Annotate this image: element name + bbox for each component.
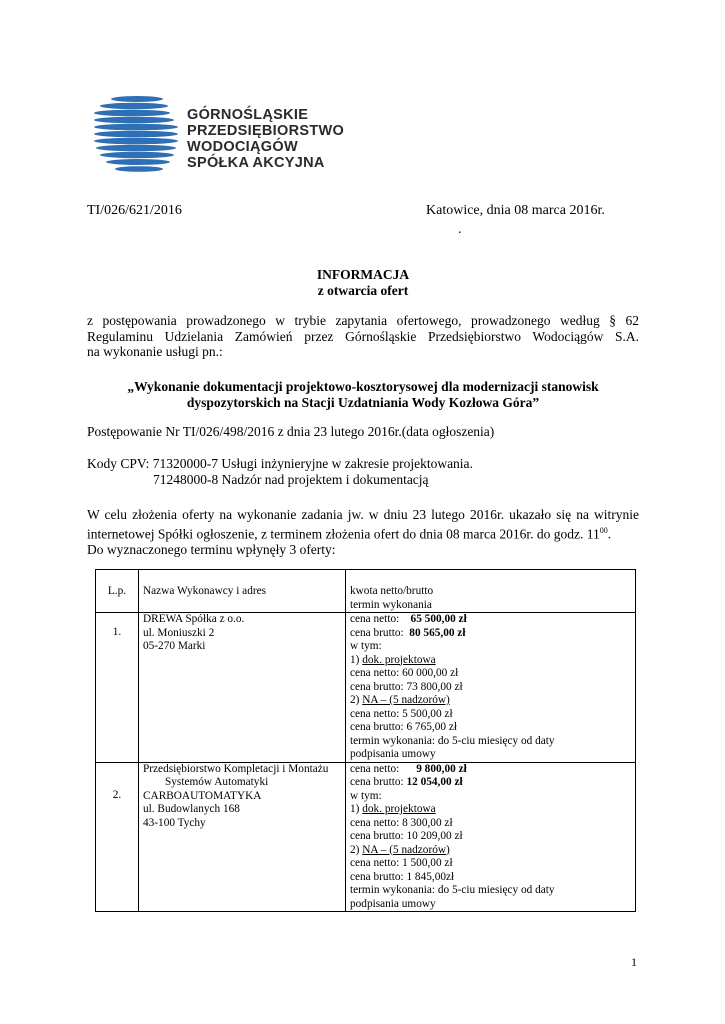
gross-label: cena brutto: (350, 776, 404, 788)
net-value: 9 800,00 zł (416, 762, 467, 775)
info-line-2 (87, 523, 639, 542)
part-name: dok. projektowa (362, 803, 436, 815)
row-1-gross (350, 627, 631, 641)
document-reference: TI/026/621/2016 (87, 203, 182, 218)
row-2-name-line: CARBOAUTOMATYKA (143, 789, 262, 802)
logo-line-2: PRZEDSIĘBIORSTWO (187, 123, 345, 139)
row-2-part-1 (350, 803, 631, 817)
row-1-term-2: podpisania umowy (350, 748, 436, 760)
page-number: 1 (631, 955, 637, 969)
info-line-2-end: . (607, 526, 612, 541)
row-2-gross (350, 776, 631, 790)
logo-company-name (187, 107, 344, 171)
row-2-part-2-gross: cena brutto: 1 845,00zł (350, 870, 455, 883)
procedure-number: Postępowanie Nr TI/026/498/2016 z dnia 23 lutego 2016r.(data ogłoszenia) (87, 424, 495, 439)
gross-value: 12 054,00 zł (406, 776, 463, 788)
row-2-amounts (346, 762, 636, 912)
header-amount-line-2: termin wykonania (350, 598, 432, 611)
row-1-net (350, 613, 631, 627)
offers-table (95, 569, 636, 912)
row-2-part-1-net: cena netto: 8 300,00 zł (350, 816, 453, 829)
part-number: 2) (350, 843, 363, 856)
subject-line-1: „Wykonanie dokumentacji projektowo-kosztorysowej dla modernizacji stanowisk (127, 379, 599, 394)
logo-line-4: SPÓŁKA AKCYJNA (187, 155, 325, 171)
row-2-name-line: Systemów Automatyki (165, 776, 269, 788)
row-1-part-1-gross: cena brutto: 73 800,00 zł (350, 680, 463, 693)
row-2-name-line: ul. Budowlanych 168 (143, 803, 240, 815)
row-1-amounts (346, 613, 636, 763)
header-contractor: Nazwa Wykonawcy i adres (139, 570, 346, 613)
row-1-name-line: DREWA Spółka z o.o. (143, 613, 245, 625)
logo-waves-icon (92, 93, 182, 179)
document-title (87, 267, 639, 299)
row-1-part-1-net: cena netto: 60 000,00 zł (350, 667, 459, 679)
subject-title (87, 379, 639, 411)
info-paragraph (87, 507, 639, 557)
intro-line-1: z postępowania prowadzonego w trybie zapytania ofertowego, prowadzonego według § 62 (87, 313, 639, 328)
info-line-1: W celu złożenia oferty na wykonanie zadania jw. w dniu 23 lutego 2016r. ukazało się na witrynie (87, 507, 639, 522)
net-label: cena netto: (350, 613, 400, 625)
logo-line-3: WODOCIĄGÓW (187, 139, 298, 155)
row-2-lp: 2. (96, 762, 139, 912)
part-number: 1) (350, 653, 363, 666)
part-name: NA – (5 nadzorów) (362, 843, 450, 856)
info-line-3: Do wyznaczonego terminu wpłynęły 3 oferty: (87, 541, 336, 557)
intro-paragraph (87, 313, 639, 360)
place-and-date: Katowice, dnia 08 marca 2016r. (426, 203, 605, 218)
subject-line-2: dyspozytorskich na Stacji Uzdatniania Wody Kozłowa Góra” (186, 395, 540, 410)
row-2-part-2-net: cena netto: 1 500,00 zł (350, 857, 453, 869)
table-header-row (96, 570, 636, 613)
cpv-line-2: 71248000-8 Nadzór nad projektem i dokumentacją (153, 471, 429, 487)
info-hour-superscript: 00 (599, 525, 608, 535)
row-1-name-line: 05-270 Marki (143, 640, 206, 652)
part-number: 2) (350, 694, 363, 706)
net-value: 65 500,00 zł (410, 613, 467, 625)
intro-line-2: Regulaminu Udzielania Zamówień przez Górnośląskie Przedsiębiorstwo Wodociągów S.A. (87, 328, 639, 344)
gross-label: cena brutto: (350, 626, 404, 639)
row-2-name-line: Przedsiębiorstwo Kompletacji i Montażu (143, 762, 329, 775)
part-name: dok. projektowa (362, 653, 436, 666)
part-name: NA – (5 nadzorów) (362, 694, 450, 706)
gross-value: 80 565,00 zł (409, 626, 466, 639)
intro-line-3: na wykonanie usługi pn.: (87, 344, 223, 359)
header-lp: L.p. (96, 570, 139, 613)
logo-line-1: GÓRNOŚLĄSKIE (187, 107, 309, 123)
table-row (96, 762, 636, 912)
row-1-contractor (139, 613, 346, 763)
header-amount (346, 570, 636, 613)
row-2-name-line: 43-100 Tychy (143, 816, 206, 829)
table-row (96, 613, 636, 763)
row-2-part-2 (350, 844, 631, 858)
title-main: INFORMACJA (316, 267, 410, 282)
row-1-part-1 (350, 654, 631, 668)
row-1-name-line: ul. Moniuszki 2 (143, 626, 215, 639)
row-1-part-2-gross: cena brutto: 6 765,00 zł (350, 721, 457, 733)
cpv-line-1: Kody CPV: 71320000-7 Usługi inżynieryjne w zakresie projektowania. (87, 456, 473, 471)
row-2-term: termin wykonania: do 5-ciu miesięcy od daty (350, 884, 555, 896)
part-number: 1) (350, 803, 363, 815)
row-2-net (350, 763, 631, 777)
row-1-wtym: w tym: (350, 640, 382, 652)
stray-dot: . (458, 222, 462, 237)
header-amount-line-1: kwota netto/brutto (350, 585, 434, 597)
row-1-part-2-net: cena netto: 5 500,00 zł (350, 707, 453, 720)
info-line-2-text: internetowej Spółki ogłoszenie, z terminem złożenia ofert do dnia 08 marca 2016r. do godz. 11 (87, 526, 600, 541)
row-2-wtym: w tym: (350, 789, 382, 802)
company-logo (92, 93, 345, 179)
title-sub: z otwarcia ofert (317, 283, 409, 298)
row-2-part-1-gross: cena brutto: 10 209,00 zł (350, 830, 463, 842)
row-1-part-2 (350, 694, 631, 708)
net-label: cena netto: (350, 762, 400, 775)
row-1-lp: 1. (96, 613, 139, 763)
row-2-term-2: podpisania umowy (350, 897, 436, 910)
row-2-contractor (139, 762, 346, 912)
row-1-term: termin wykonania: do 5-ciu miesięcy od daty (350, 734, 555, 747)
cpv-codes (87, 456, 639, 487)
